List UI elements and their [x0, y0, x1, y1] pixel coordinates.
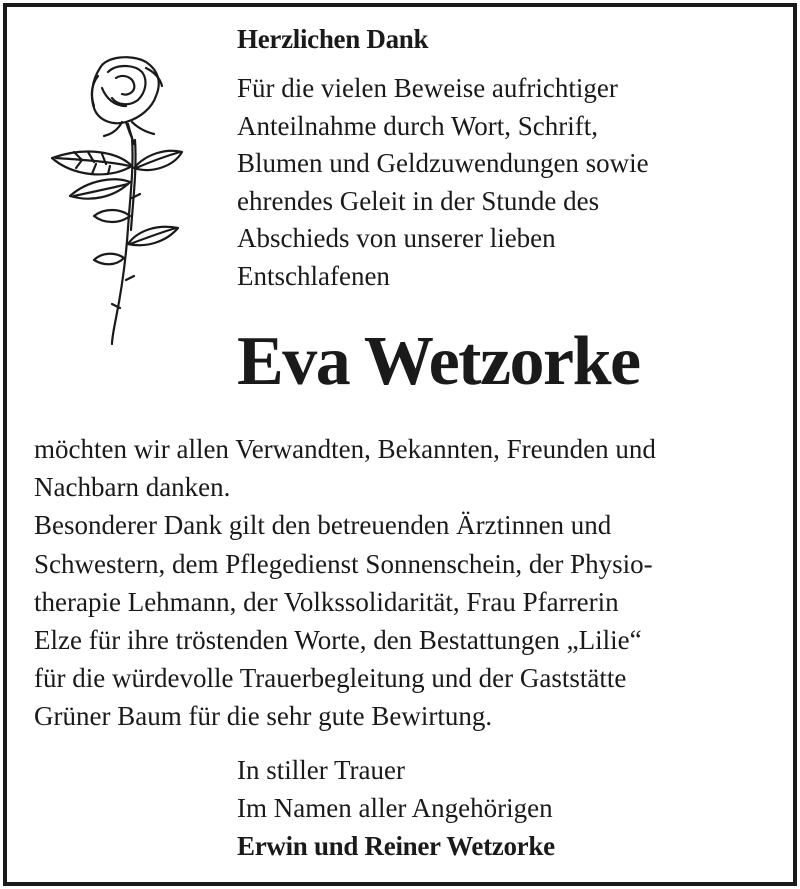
body-line: Besonderer Dank gilt den betreuenden Ärztinnen und — [34, 510, 612, 541]
intro-line: Anteilnahme durch Wort, Schrift, — [237, 110, 598, 141]
closing-block — [237, 751, 555, 865]
intro-text — [237, 70, 757, 295]
signature: Erwin und Reiner Wetzorke — [237, 831, 555, 861]
closing-line: In stiller Trauer — [237, 755, 405, 785]
body-line: möchten wir allen Verwandten, Bekannten, Freunden und — [34, 434, 656, 464]
body-line: Schwestern, dem Pflegedienst Sonnenschein, der Physio- — [34, 548, 653, 579]
intro-line: ehrendes Geleit in der Stunde des — [237, 185, 600, 216]
intro-line: Entschlafenen — [237, 260, 390, 291]
body-line: therapie Lehmann, der Volkssolidarität, Frau Pfarrerin — [34, 586, 619, 617]
intro-line: Abschieds von unserer lieben — [237, 223, 556, 253]
body-line: Nachbarn danken. — [34, 472, 231, 503]
body-line: für die würdevolle Trauerbegleitung und der Gaststätte — [34, 663, 627, 694]
heading: Herzlichen Dank — [237, 24, 429, 54]
body-line: Elze für ihre tröstenden Worte, den Bestattungen „Lilie“ — [34, 625, 642, 656]
intro-line: Blumen und Geldzuwendungen sowie — [237, 148, 649, 178]
thanks-text — [34, 430, 784, 736]
deceased-name: Eva Wetzorke — [237, 323, 640, 400]
rose-icon — [42, 48, 192, 348]
closing-line: Im Namen aller Angehörigen — [237, 793, 553, 823]
body-line: Grüner Baum für die sehr gute Bewirtung. — [34, 701, 493, 732]
intro-line: Für die vielen Beweise aufrichtiger — [237, 73, 618, 103]
